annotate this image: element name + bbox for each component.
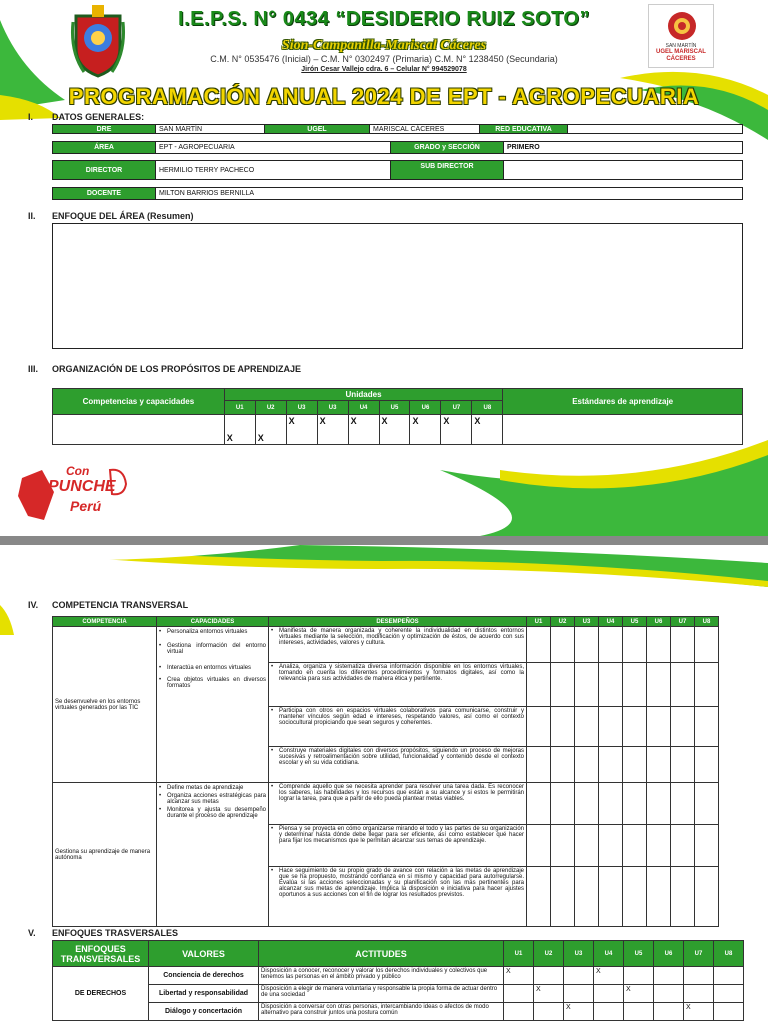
unit-col-5: U5 — [623, 617, 647, 627]
value-name: Conciencia de derechos — [149, 967, 259, 985]
unit-cell[interactable] — [647, 747, 671, 783]
unit-cell[interactable] — [599, 783, 623, 825]
school-codes: C.M. N° 0535476 (Inicial) – C.M. N° 0302497 (Primaria) C.M. N° 1238450 (Secundaria) — [210, 54, 558, 64]
unit-cell[interactable] — [551, 783, 575, 825]
page-2 — [0, 545, 768, 1024]
unit-cell[interactable] — [671, 627, 695, 663]
unit-mark[interactable] — [654, 967, 684, 985]
attitude-text: Disposición a elegir de manera voluntaria y responsable la propia forma de actuar dentro de una sociedad — [259, 985, 504, 1003]
enfoques-col-header: ENFOQUES TRANSVERSALES — [53, 941, 149, 967]
unit-mark: X — [472, 415, 503, 445]
section-number: III. — [28, 364, 39, 374]
ugel-logo-top-text: SAN MARTÍN — [665, 43, 697, 49]
competencia-cell[interactable] — [53, 415, 225, 445]
subdirector-label: SUB DIRECTOR — [390, 160, 504, 180]
grado-seccion-label: GRADO y SECCIÓN — [390, 141, 504, 154]
unit-mark[interactable] — [684, 985, 714, 1003]
unit-cell[interactable] — [623, 663, 647, 707]
value-name: Libertad y responsabilidad — [149, 985, 259, 1003]
unit-cell[interactable] — [695, 747, 719, 783]
unit-mark[interactable]: X — [564, 1003, 594, 1021]
unit-mark[interactable] — [534, 1003, 564, 1021]
unit-mark: X — [379, 415, 410, 445]
unit-col-3: U3 — [564, 941, 594, 967]
logo-text-peru: Perú — [70, 498, 102, 514]
unit-cell[interactable] — [599, 867, 623, 927]
unit-col-2: U2 — [255, 401, 286, 415]
grado-seccion-value: PRIMERO — [503, 141, 743, 154]
area-label: ÁREA — [52, 141, 156, 154]
unit-cell[interactable] — [671, 783, 695, 825]
unit-cell[interactable] — [527, 627, 551, 663]
unit-mark[interactable] — [504, 1003, 534, 1021]
value-name: Diálogo y concertación — [149, 1003, 259, 1021]
performance-item: • Construye materiales digitales con diversos propósitos, siguiendo un proceso de mejoras sucesivas y retroalimentación sobre utilidad, funcionalidad y contenido desde el contexto escolar y en su vida cotidiana. — [271, 748, 524, 766]
units-header: Unidades — [224, 389, 503, 401]
unit-col-5: U5 — [624, 941, 654, 967]
unit-cell[interactable] — [671, 867, 695, 927]
unit-cell[interactable] — [575, 747, 599, 783]
unit-col-6: U5 — [379, 401, 410, 415]
capacity-item: • Interactúa en entornos virtuales — [159, 665, 266, 671]
unit-mark: X — [441, 415, 472, 445]
standard-cell[interactable] — [503, 415, 743, 445]
unit-cell[interactable] — [695, 663, 719, 707]
performance-cell — [269, 825, 527, 867]
unit-cell[interactable] — [575, 867, 599, 927]
section-number: I. — [28, 112, 34, 122]
unit-mark[interactable] — [624, 1003, 654, 1021]
valores-col-header: VALORES — [149, 941, 259, 967]
unit-cell[interactable] — [671, 663, 695, 707]
capacidades-col-header: CAPACIDADES — [157, 617, 269, 627]
standards-header: Estándares de aprendizaje — [503, 389, 743, 415]
docente-label: DOCENTE — [52, 187, 156, 200]
competence-1-name: Se desenvuelve en los entornos virtuales generados por las TIC — [53, 627, 157, 783]
capacity-item: • Organiza acciones estratégicas para alcanzar sus metas — [159, 793, 266, 805]
unit-cell[interactable] — [623, 627, 647, 663]
unit-cell[interactable] — [695, 707, 719, 747]
unit-cell[interactable] — [527, 783, 551, 825]
section-4-heading — [28, 600, 328, 612]
school-location: Sion-Campanilla-Mariscal Cáceres — [281, 38, 487, 53]
unit-cell[interactable] — [695, 867, 719, 927]
con-punche-peru-logo — [14, 462, 134, 532]
performance-cell — [269, 663, 527, 707]
unit-cell[interactable] — [527, 825, 551, 867]
section-3-heading — [28, 364, 528, 376]
area-approach-summary-box[interactable] — [52, 223, 743, 349]
unit-mark[interactable]: X — [534, 985, 564, 1003]
unit-cell[interactable] — [647, 627, 671, 663]
competencias-header: Competencias y capacidades — [53, 389, 225, 415]
section-number: IV. — [28, 600, 39, 610]
unit-col-9: U8 — [472, 401, 503, 415]
unit-cell[interactable] — [695, 783, 719, 825]
unit-col-8: U8 — [714, 941, 744, 967]
section-number: II. — [28, 211, 36, 221]
subdirector-value — [503, 160, 743, 180]
competence-2-capacities — [157, 783, 269, 927]
unit-col-4: U4 — [594, 941, 624, 967]
competence-1-capacities — [157, 627, 269, 783]
ugel-value: MARISCAL CÁCERES — [369, 124, 480, 134]
section-title: ENFOQUES TRASVERSALES — [52, 928, 179, 938]
unit-mark[interactable] — [504, 985, 534, 1003]
performance-item: • Comprende aquello que se necesita aprender para resolver una tarea dada. Es reconocer los saberes, las habilidades y los recursos que están a su alcance y si estos le permitirán lograr la tarea, para que a partir de ello pueda plantear metas viables. — [271, 784, 524, 802]
unit-cell[interactable] — [575, 783, 599, 825]
unit-mark[interactable] — [714, 985, 744, 1003]
unit-mark[interactable] — [654, 1003, 684, 1021]
capacity-item: • Monitorea y ajusta su desempeño durante el proceso de aprendizaje — [159, 807, 266, 819]
unit-cell[interactable] — [671, 707, 695, 747]
unit-cell[interactable] — [647, 783, 671, 825]
unit-cell[interactable] — [599, 663, 623, 707]
unit-cell[interactable] — [551, 707, 575, 747]
unit-col-6: U6 — [647, 617, 671, 627]
approach-name: DE DERECHOS — [53, 967, 149, 1021]
performance-cell — [269, 707, 527, 747]
performance-cell — [269, 627, 527, 663]
unit-mark: X — [286, 415, 317, 445]
unit-mark[interactable] — [594, 1003, 624, 1021]
unit-col-7: U7 — [671, 617, 695, 627]
unit-mark[interactable]: X — [594, 967, 624, 985]
unit-cell[interactable] — [647, 707, 671, 747]
unit-cell[interactable] — [575, 627, 599, 663]
unit-cell[interactable] — [575, 707, 599, 747]
unit-mark[interactable] — [684, 967, 714, 985]
unit-mark: X — [348, 415, 379, 445]
unit-col-3: U3 — [575, 617, 599, 627]
learning-purposes-table — [52, 388, 743, 445]
unit-mark: X — [410, 415, 441, 445]
performance-cell — [269, 747, 527, 783]
unit-col-2: U2 — [534, 941, 564, 967]
performance-item: • Piensa y se proyecta en cómo organizarse mirando el todo y las partes de su organización y determinar hasta dónde debe llegar para ser eficiente, así como establecer qué hacer para fijar los mecanismos que le permitan alcanzar sus temas de aprendizaje. — [271, 826, 524, 844]
performance-item: • Manifiesta de manera organizada y coherente la individualidad en distintos entornos virtuales mediante la selección, modificación y optimización de éstos, de acuerdo con sus intereses, actividades, valores y cultura. — [271, 628, 524, 646]
unit-col-4: U3 — [317, 401, 348, 415]
red-educativa-value — [567, 124, 743, 134]
unit-col-6: U6 — [654, 941, 684, 967]
unit-mark[interactable] — [654, 985, 684, 1003]
competence-2-name: Gestiona su aprendizaje de manera autónoma — [53, 783, 157, 927]
attitude-text: Disposición a conocer, reconocer y valorar los derechos individuales y colectivos que tenemos las personas en el ámbito privado y público — [259, 967, 504, 985]
unit-col-2: U2 — [551, 617, 575, 627]
unit-cell[interactable] — [551, 825, 575, 867]
unit-cell[interactable] — [671, 747, 695, 783]
unit-col-8: U7 — [441, 401, 472, 415]
performance-cell — [269, 783, 527, 825]
unit-mark[interactable] — [714, 967, 744, 985]
unit-col-8: U8 — [695, 617, 719, 627]
unit-col-1: U1 — [527, 617, 551, 627]
capacity-item: • Gestiona información del entorno virtual — [159, 643, 266, 655]
unit-mark[interactable]: X — [624, 985, 654, 1003]
unit-col-3: U3 — [286, 401, 317, 415]
unit-cell[interactable] — [623, 825, 647, 867]
unit-mark[interactable] — [714, 1003, 744, 1021]
unit-col-7: U7 — [684, 941, 714, 967]
unit-cell[interactable] — [551, 627, 575, 663]
ugel-logo-text: UGEL MARISCAL — [656, 49, 706, 55]
unit-cell[interactable] — [623, 783, 647, 825]
unit-mark: X — [317, 415, 348, 445]
document-title: PROGRAMACIÓN ANUAL 2024 DE EPT - AGROPECUARIA — [68, 84, 700, 109]
dre-label: DRE — [52, 124, 156, 134]
section-title: ORGANIZACIÓN DE LOS PROPÓSITOS DE APRENDIZAJE — [52, 364, 302, 374]
unit-cell[interactable] — [623, 707, 647, 747]
cross-cutting-approaches-table — [52, 940, 744, 1021]
school-address: Jirón Cesar Vallejo cdra. 6 – Celular N° 994529078 — [301, 66, 467, 73]
unit-cell[interactable] — [551, 747, 575, 783]
transversal-competence-table — [52, 616, 719, 927]
unit-cell[interactable] — [647, 867, 671, 927]
unit-cell[interactable] — [599, 707, 623, 747]
unit-mark[interactable] — [534, 967, 564, 985]
section-title: DATOS GENERALES: — [52, 112, 145, 122]
unit-cell[interactable] — [623, 747, 647, 783]
area-value: EPT - AGROPECUARIA — [155, 141, 391, 154]
unit-cell[interactable] — [695, 627, 719, 663]
unit-cell[interactable] — [599, 825, 623, 867]
section-number: V. — [28, 928, 36, 938]
unit-cell[interactable] — [575, 825, 599, 867]
unit-cell[interactable] — [623, 867, 647, 927]
unit-mark: X — [255, 415, 286, 445]
unit-col-7: U6 — [410, 401, 441, 415]
section-title: ENFOQUE DEL ÁREA (Resumen) — [52, 211, 194, 221]
unit-mark[interactable]: X — [684, 1003, 714, 1021]
competencia-col-header: COMPETENCIA — [53, 617, 157, 627]
unit-col-5: U4 — [348, 401, 379, 415]
ugel-label: UGEL — [264, 124, 370, 134]
director-value: HERMILIO TERRY PACHECO — [155, 160, 391, 180]
capacity-item: • Crea objetos virtuales en diversos formatos — [159, 677, 266, 689]
capacity-item: • Define metas de aprendizaje — [159, 785, 266, 791]
unit-mark[interactable] — [564, 985, 594, 1003]
performance-item: • Participa con otros en espacios virtuales colaborativos para comunicarse, construir y mantener vínculos según edad e intereses, respetando valores, así como el contexto sociocultural propiciando que sean seguros y coherentes. — [271, 708, 524, 726]
capacity-item: • Personaliza entornos virtuales — [159, 629, 266, 635]
desempenos-col-header: DESEMPEÑOS — [269, 617, 527, 627]
section-1-heading — [28, 112, 428, 124]
unit-cell[interactable] — [599, 747, 623, 783]
ugel-logo-text-2: CÁCERES — [666, 56, 696, 62]
school-name: I.E.P.S. N° 0434 “DESIDERIO RUIZ SOTO” — [178, 8, 590, 30]
section-2-heading — [28, 211, 428, 223]
performance-item: • Hace seguimiento de su propio grado de avance con relación a las metas de aprendizaje que se ha propuesto, mostrando confianza en sí mismo y capacidad para autorregularse. Evalúa si las acciones seleccionadas y su planificación son las más pertinentes para alcanzar sus metas de aprendizaje. Implica la disposición e iniciativa para hacer ajustes oportunos a sus acciones con el fin de lograr los resultados previstos. — [271, 868, 524, 898]
unit-cell[interactable] — [551, 663, 575, 707]
section-title: COMPETENCIA TRANSVERSAL — [52, 600, 189, 610]
unit-cell[interactable] — [527, 707, 551, 747]
unit-mark[interactable] — [564, 967, 594, 985]
unit-col-1: U1 — [504, 941, 534, 967]
unit-cell[interactable] — [647, 825, 671, 867]
unit-col-1: U1 — [224, 401, 255, 415]
section-5-heading — [28, 928, 328, 940]
unit-cell[interactable] — [671, 825, 695, 867]
red-educativa-label: RED EDUCATIVA — [479, 124, 568, 134]
unit-cell[interactable] — [599, 627, 623, 663]
unit-cell[interactable] — [527, 867, 551, 927]
attitude-text: Disposición a conversar con otras personas, intercambiando ideas o afectos de modo alternativo para construir juntos una postura común — [259, 1003, 504, 1021]
docente-value: MILTON BARRIOS BERNILLA — [155, 187, 743, 200]
unit-cell[interactable] — [551, 867, 575, 927]
unit-col-4: U4 — [599, 617, 623, 627]
unit-cell[interactable] — [575, 663, 599, 707]
performance-item: • Analiza, organiza y sistematiza diversa información disponible en los entornos virtuales, tomando en cuenta los diferentes procedimientos y formatos digitales, así como la relevancia para sus actividades de manera ética y pertinente. — [271, 664, 524, 682]
performance-cell — [269, 867, 527, 927]
logo-text-con: Con — [66, 464, 90, 478]
unit-mark[interactable] — [594, 985, 624, 1003]
unit-cell[interactable] — [695, 825, 719, 867]
logo-text-punche: PUNCHE — [48, 478, 116, 495]
unit-cell[interactable] — [647, 663, 671, 707]
unit-cell[interactable] — [527, 663, 551, 707]
unit-mark[interactable] — [624, 967, 654, 985]
unit-mark[interactable]: X — [504, 967, 534, 985]
dre-value: SAN MARTÍN — [155, 124, 265, 134]
unit-cell[interactable] — [527, 747, 551, 783]
director-label: DIRECTOR — [52, 160, 156, 180]
unit-mark: X — [224, 415, 255, 445]
actitudes-col-header: ACTITUDES — [259, 941, 504, 967]
